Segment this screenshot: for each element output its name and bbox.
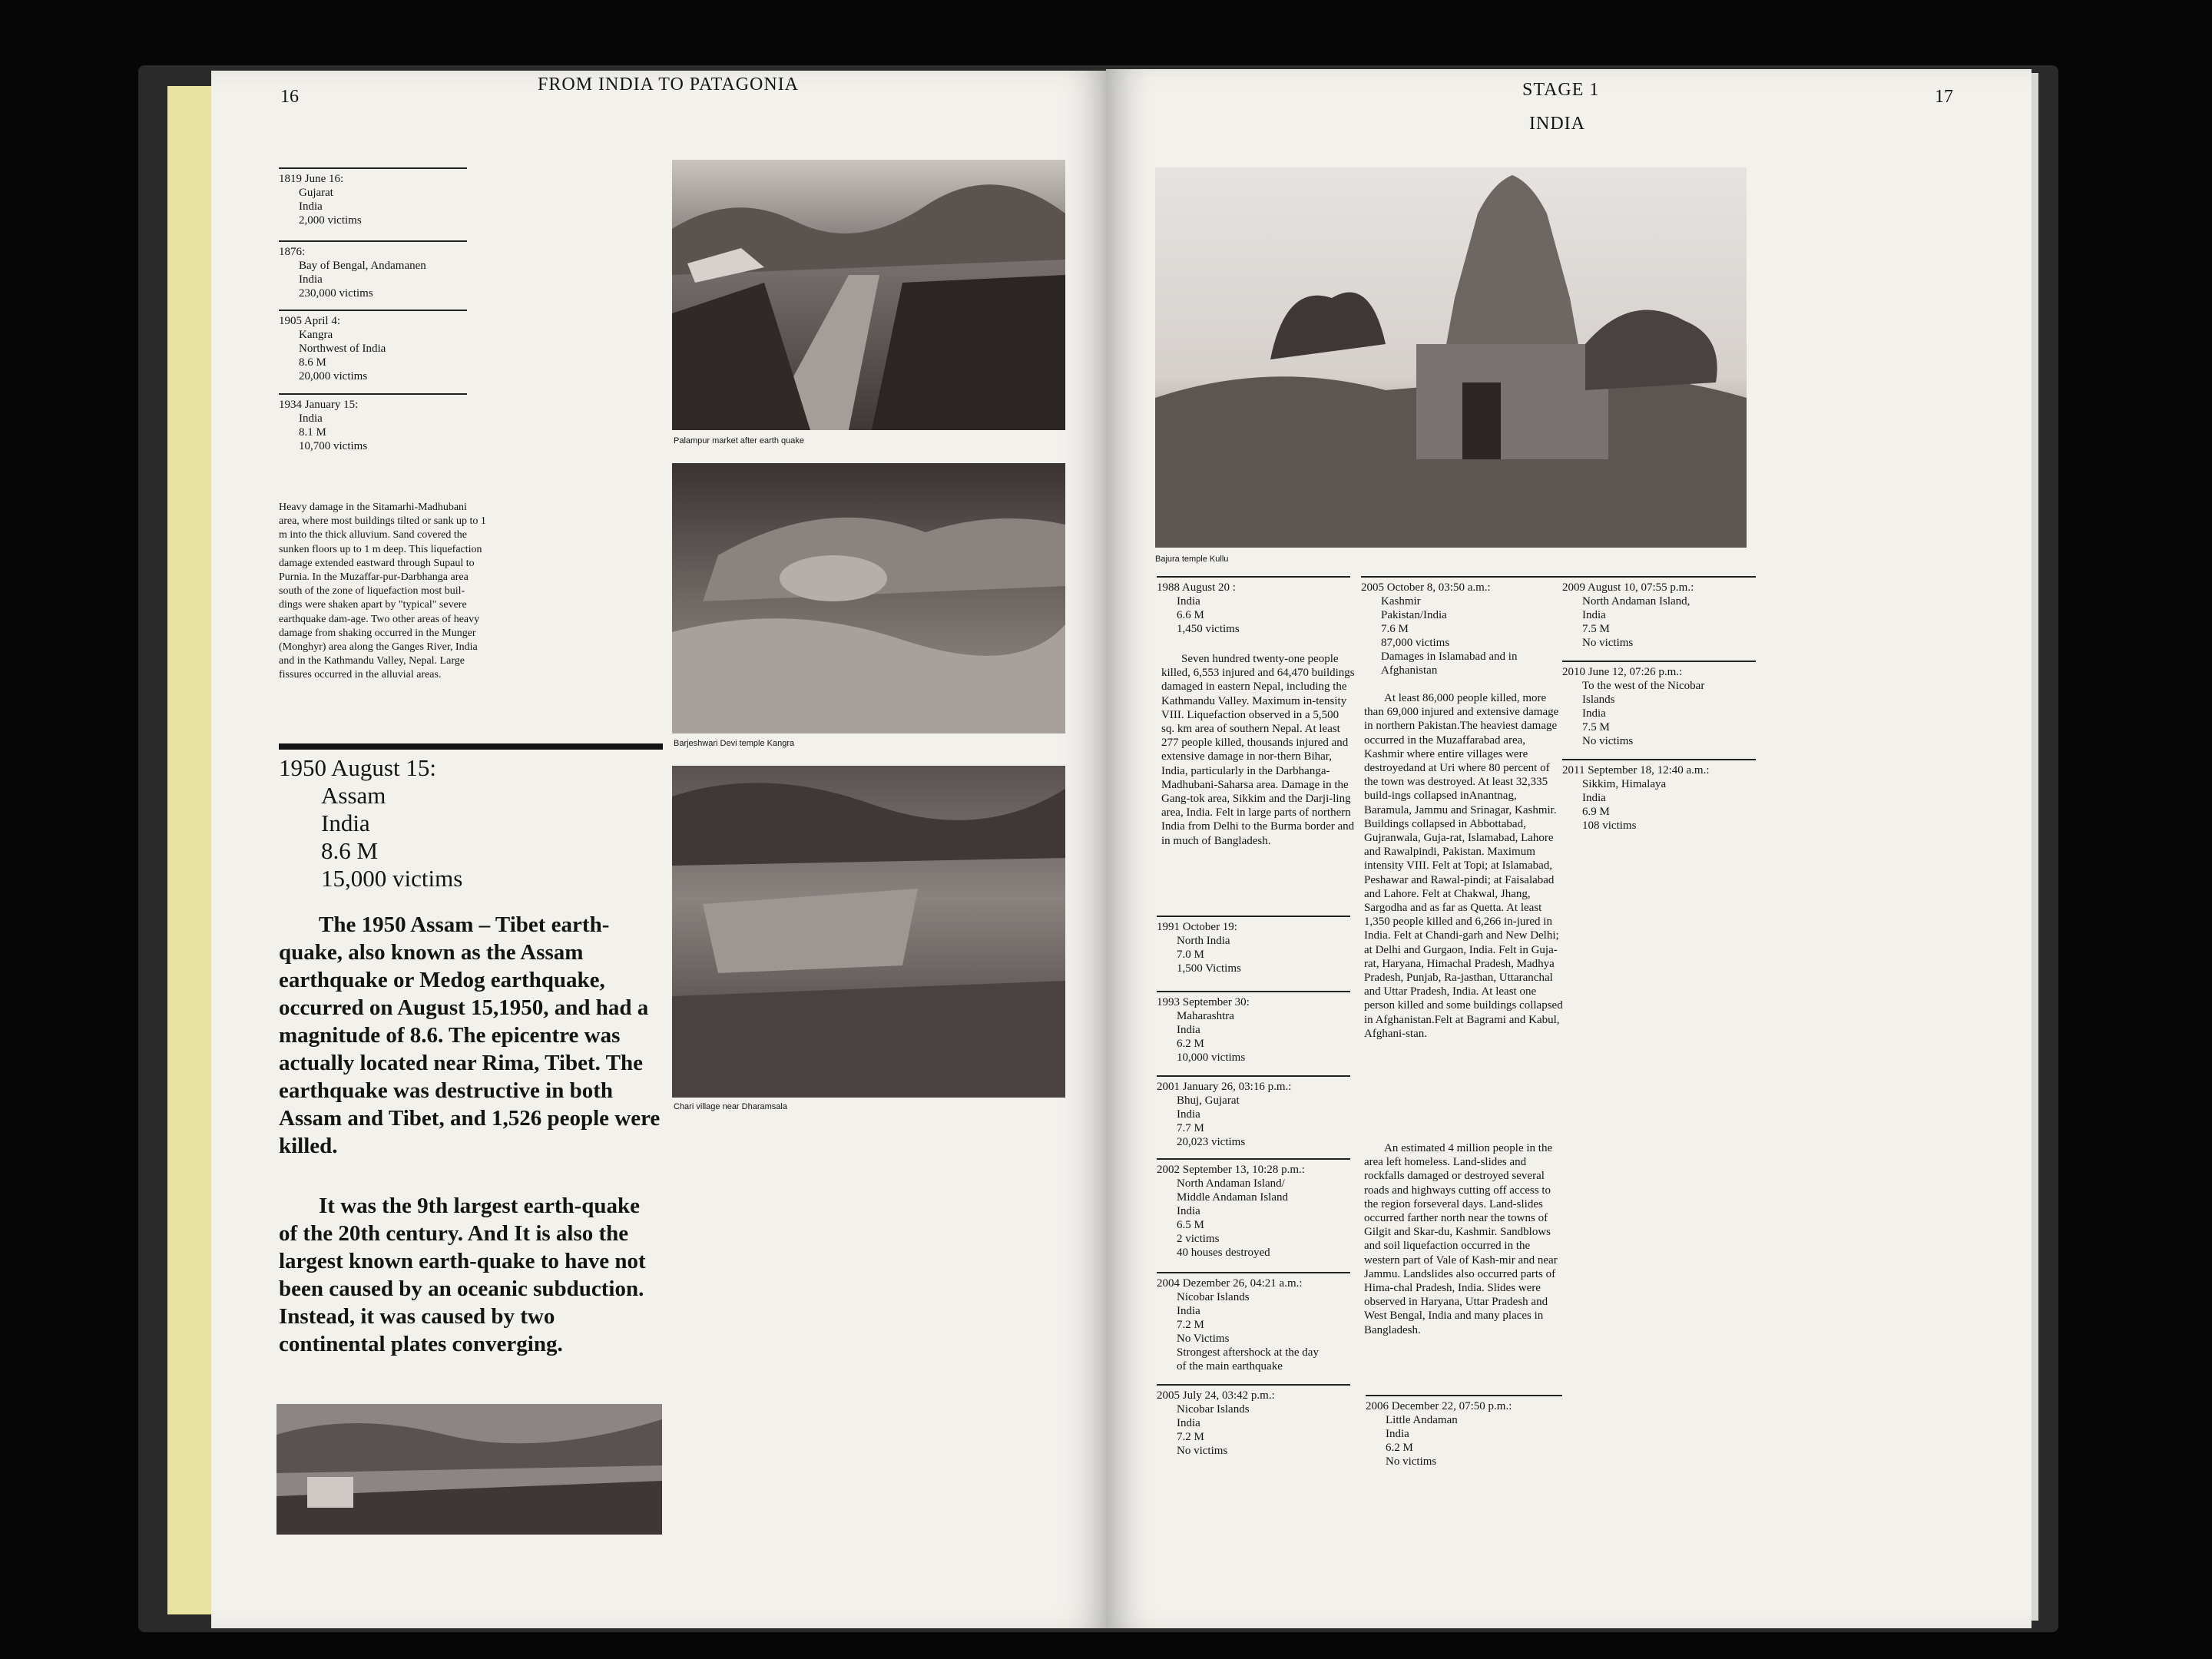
entry-line: 1,450 victims (1177, 623, 1240, 635)
entry-line: Bay of Bengal, Andamanen (299, 260, 426, 272)
left-entry-3 (279, 310, 467, 383)
entry-line: Sikkim, Himalaya (1582, 778, 1667, 790)
entry-date: 1934 January 15: (279, 399, 359, 411)
entry-line: India (299, 273, 323, 286)
entry-line: No victims (1582, 735, 1634, 747)
right-col3-entry-1 (1562, 576, 1756, 650)
right-col3-entry-2 (1562, 661, 1756, 748)
entry-line: Gujarat (299, 187, 333, 199)
entry-line: India (1582, 707, 1606, 720)
entry-date: 2002 September 13, 10:28 p.m.: (1157, 1164, 1305, 1176)
entry-line: Nicobar Islands (1177, 1291, 1250, 1303)
entry-line: India (299, 200, 323, 213)
right-col1-entry-1 (1157, 576, 1350, 636)
feature-paragraph-2: It was the 9th largest earth-quake of the 20th century. And It is also the largest known earth-quake to have not been caused by an oceanic subduction. Instead, it was caused by two continental plates converging. (279, 1194, 646, 1356)
entry-line: Afghanistan (1381, 664, 1438, 677)
left-page-number: 16 (280, 87, 299, 107)
feature-line: 15,000 victims (321, 865, 463, 892)
photo-bottom-ruins (276, 1404, 662, 1535)
right-col2-entry-2 (1366, 1395, 1562, 1469)
entry-line: No Victims (1177, 1333, 1230, 1345)
entry-line: North Andaman Island, (1582, 595, 1690, 608)
entry-date: 1876: (279, 246, 306, 258)
entry-line: 7.5 M (1582, 623, 1610, 635)
entry-line: 6.2 M (1386, 1442, 1413, 1454)
entry-line: 6.6 M (1177, 609, 1204, 621)
right-col1-entry-7 (1157, 1384, 1350, 1458)
feature-line: 8.6 M (321, 837, 379, 864)
entry-date: 1819 June 16: (279, 173, 344, 185)
right-page-number: 17 (1935, 87, 1953, 107)
entry-line: Little Andaman (1386, 1414, 1458, 1426)
caption-palampur: Palampur market after earth quake (674, 436, 804, 445)
photo-palampur-market (672, 160, 1065, 430)
entry-line: Nicobar Islands (1177, 1403, 1250, 1416)
entry-line: Bhuj, Gujarat (1177, 1094, 1240, 1107)
entry-line: of the main earthquake (1177, 1360, 1283, 1373)
entry-line: India (1177, 1305, 1200, 1317)
entry-date: 2009 August 10, 07:55 p.m.: (1562, 581, 1694, 594)
left-entry-1 (279, 167, 467, 227)
feature-divider (279, 743, 663, 750)
entry-line: No victims (1582, 637, 1634, 649)
entry-date: 1993 September 30: (1157, 996, 1250, 1008)
left-note-paragraph: Heavy damage in the Sitamarhi-Madhubani area, where most buildings tilted or sank up to 1 m into the thick alluvium. Sand covered the sunken floors up to 1 m deep. This liquefaction damage extended eastward through Supaul to Purnia. In the Muzaffar-pur-Darbhanga area south of the zone of liquefaction most buil-dings were shaken apart by "typical" severe earthquake dam-age. Two other areas of heavy damage from shaking occurred in the Munger (Monghyr) area along the Ganges River, India and in the Kathmandu Valley, Nepal. Large fissures occurred in the alluvial areas. (279, 502, 486, 681)
entry-line: India (1177, 1108, 1200, 1121)
entry-line: 20,000 victims (299, 370, 368, 382)
entry-line: Strongest aftershock at the day (1177, 1346, 1319, 1359)
entry-line: 7.7 M (1177, 1122, 1204, 1134)
entry-line: Kangra (299, 329, 333, 341)
entry-line: India (1177, 1417, 1200, 1429)
entry-line: 8.1 M (299, 426, 326, 439)
photo-barjeshwari-temple (672, 463, 1065, 733)
right-header-stage: STAGE 1 (1522, 80, 1600, 100)
right-col1-entry-5 (1157, 1158, 1350, 1260)
feature-line: Assam (321, 782, 386, 809)
entry-line: India (1582, 609, 1606, 621)
entry-line: Islands (1582, 694, 1615, 706)
photo-bajura-temple (1155, 167, 1747, 548)
right-col1-entry-2 (1157, 916, 1350, 975)
entry-date: 2005 July 24, 03:42 p.m.: (1157, 1389, 1275, 1402)
right-col2-paragraph-2: An estimated 4 million people in the area left homeless. Land-slides and rockfalls damaged or destroyed several roads and highways cutting off access to the region forseveral days. Land-slides occurred farther north near the towns of Gilgit and Skar-du, Kashmir. Sandblows and soil liquefaction occurred in the western part of Vale of Kash-mir and near Jammu. Landslides also occurred parts of Hima-chal Pradesh, India. Slides were observed in Haryana, Uttar Pradesh and West Bengal, India and many places in Bangladesh. (1364, 1142, 1558, 1336)
entry-line: 6.2 M (1177, 1038, 1204, 1050)
entry-line: India (1177, 1205, 1200, 1217)
entry-line: 7.5 M (1582, 721, 1610, 733)
entry-line: 2 victims (1177, 1233, 1220, 1245)
entry-line: India (1582, 792, 1606, 804)
feature-line: India (321, 810, 370, 836)
entry-line: Middle Andaman Island (1177, 1191, 1288, 1204)
entry-line: Maharashtra (1177, 1010, 1234, 1022)
right-col1-entry-6 (1157, 1272, 1350, 1373)
entry-line: 40 houses destroyed (1177, 1247, 1270, 1259)
entry-line: Kashmir (1381, 595, 1421, 608)
feature-date: 1950 August 15: (279, 754, 436, 781)
entry-line: 7.2 M (1177, 1431, 1204, 1443)
caption-chari: Chari village near Dharamsala (674, 1102, 787, 1111)
left-page-header: FROM INDIA TO PATAGONIA (538, 75, 800, 94)
entry-date: 2010 June 12, 07:26 p.m.: (1562, 666, 1683, 678)
right-col1-paragraph: Seven hundred twenty-one people killed, 6,553 injured and 64,470 buildings damaged in eastern Nepal, including the Kathmandu Valley. Maximum in-tensity VIII. Liquefaction observed in a 5,500 sq. km area of southern Nepal. At least 277 people killed, thousands injured and extensive damage in nor-thern Bihar, India, particularly in the Darbhanga-Madhubani-Saharsa area. Damage in the Gang-tok area, Sikkim and the Darji-ling area, India. Felt in large parts of northern India from Delhi to the Burma border and in much of Bangladesh. (1161, 653, 1355, 847)
entry-line: North Andaman Island/ (1177, 1177, 1285, 1190)
entry-date: 2001 January 26, 03:16 p.m.: (1157, 1081, 1292, 1093)
entry-line: 7.0 M (1177, 949, 1204, 961)
entry-line: 8.6 M (299, 356, 326, 369)
entry-date: 2011 September 18, 12:40 a.m.: (1562, 764, 1710, 777)
entry-line: India (1386, 1428, 1409, 1440)
feature-paragraph-1: The 1950 Assam – Tibet earth-quake, also known as the Assam earthquake or Medog earthquake, occurred on August 15,1950, and had a magnitude of 8.6. The epicentre was actually located near Rima, Tibet. The earthquake was destructive in both Assam and Tibet, and 1,526 people were killed. (279, 912, 661, 1158)
entry-line: India (1177, 1024, 1200, 1036)
entry-line: 87,000 victims (1381, 637, 1450, 649)
entry-line: 7.6 M (1381, 623, 1409, 635)
entry-date: 1905 April 4: (279, 315, 341, 327)
entry-date: 1988 August 20 : (1157, 581, 1236, 594)
entry-date: 2006 December 22, 07:50 p.m.: (1366, 1400, 1512, 1412)
right-col3-entry-3 (1562, 759, 1756, 833)
entry-line: 2,000 victims (299, 214, 362, 227)
entry-line: Damages in Islamabad and in (1381, 651, 1518, 663)
entry-date: 2004 Dezember 26, 04:21 a.m.: (1157, 1277, 1303, 1290)
entry-line: 7.2 M (1177, 1319, 1204, 1331)
entry-line: No victims (1177, 1445, 1228, 1457)
entry-line: 10,700 victims (299, 440, 368, 452)
entry-line: 20,023 victims (1177, 1136, 1246, 1148)
entry-line: 6.9 M (1582, 806, 1610, 818)
right-header-country: INDIA (1529, 114, 1585, 134)
entry-date: 2005 October 8, 03:50 a.m.: (1361, 581, 1491, 594)
entry-line: India (1177, 595, 1200, 608)
entry-line: North India (1177, 935, 1230, 947)
entry-line: 108 victims (1582, 820, 1637, 832)
entry-date: 1991 October 19: (1157, 921, 1237, 933)
entry-line: 6.5 M (1177, 1219, 1204, 1231)
entry-line: 10,000 victims (1177, 1051, 1246, 1064)
entry-line: No victims (1386, 1455, 1437, 1468)
entry-line: India (299, 412, 323, 425)
right-col1-entry-3 (1157, 991, 1350, 1065)
caption-barjeshwari: Barjeshwari Devi temple Kangra (674, 739, 795, 748)
entry-line: Northwest of India (299, 343, 386, 355)
entry-line: Pakistan/India (1381, 609, 1447, 621)
right-col2-entry-1 (1361, 576, 1562, 677)
right-col1-entry-4 (1157, 1075, 1350, 1149)
entry-line: To the west of the Nicobar (1582, 680, 1705, 692)
entry-line: 230,000 victims (299, 287, 373, 300)
left-entry-4 (279, 393, 467, 453)
right-col2-paragraph-1: At least 86,000 people killed, more than 69,000 injured and extensive damage in northern Pakistan.The heaviest damage occurred in the Muzaffarabad area, Kashmir where entire villages were destroyedand at Uri where 80 percent of the town was destroyed. At least 32,335 build-ings collapsed inAnantnag, Baramula, Jammu and Srinagar, Kashmir. Buildings collapsed in Abbottabad, Gujranwala, Guja-rat, Islamabad, Lahore and Rawalpindi, Pakistan. Maximum intensity VIII. Felt at Topi; at Islamabad, Peshawar and Rawal-pindi; at Faisalabad and Lahore. Felt at Chakwal, Jhang, Sargodha and as far as Quetta. At least 1,350 people killed and 6,266 in-jured in India. Felt at Chandi-garh and New Delhi; at Delhi and Gurgaon, India. Felt in Guja-rat, Haryana, Himachal Pradesh, Madhya Pradesh, Punjab, Ra-jasthan, Uttaranchal and Uttar Pradesh, India. At least one person killed and some buildings collapsed in Afghanistan.Felt at Bagrami and Kabul, Afghani-stan. (1364, 692, 1563, 1040)
photo-chari-village (672, 766, 1065, 1098)
caption-bajura: Bajura temple Kullu (1155, 555, 1229, 564)
left-entry-2 (279, 240, 467, 300)
entry-line: 1,500 Victims (1177, 962, 1241, 975)
